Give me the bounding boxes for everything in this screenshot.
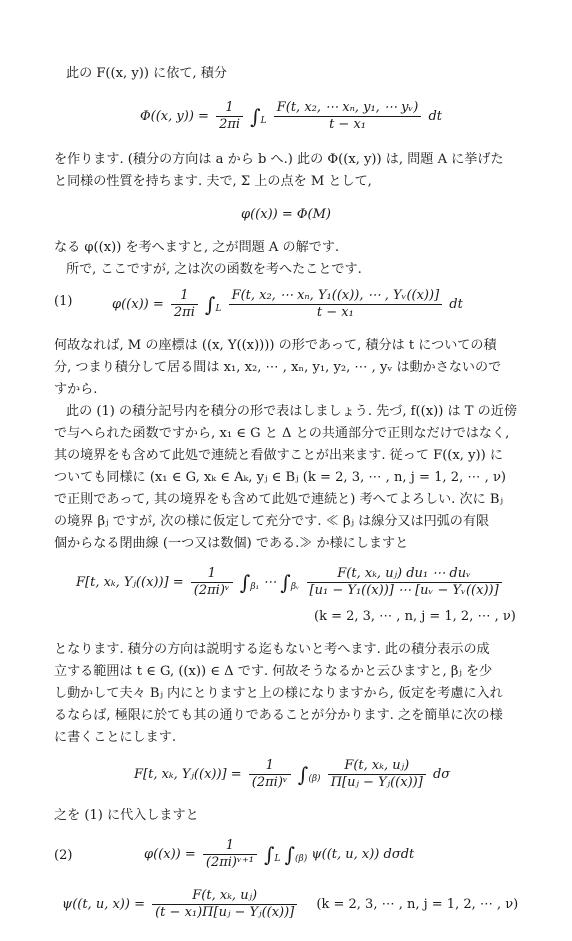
text-line: と同様の性質を持ちます. 夫で, Σ 上の点を M として,: [54, 174, 372, 189]
frac-num: 1: [249, 758, 291, 775]
text-line: 何故なれば, M の座標は ((x, Y((x)))) の形であって, 積分は t についての積: [54, 338, 497, 353]
integral-sign: ∫: [264, 842, 275, 867]
integral-sign: ∫: [297, 762, 309, 787]
fraction: [203, 838, 257, 871]
equation-condition: (k = 2, 3, ⋯ , n, j = 1, 2, ⋯ , ν): [314, 609, 516, 624]
fraction: [274, 100, 422, 133]
frac-den: 2πi: [173, 305, 195, 320]
eq-lhs: φ((x)) =: [144, 847, 196, 862]
text-line: で与へられた函数ですから, x₁ ∈ G と Δ との共通部分で正則なだけではなく,: [54, 426, 510, 441]
text-line: 個からなる閉曲線 (一つ又は数個) である.≫ か様にしますと: [54, 536, 409, 551]
text-line: の境界 βⱼ ですが, 次の様に仮定して充分です. ≪ βⱼ は線分又は円弧の有限: [54, 514, 490, 529]
frac-num: F(t, xₖ, uⱼ) du₁ ⋯ duᵥ: [307, 566, 502, 583]
frac-den: [u₁ − Y₁((x))] ⋯ [uᵥ − Yᵥ((x))]: [309, 583, 499, 598]
text-line: ついても同様に (x₁ ∈ G, xₖ ∈ Aₖ, yⱼ ∈ Bⱼ (k = 2, 3, ⋯ , n, j = 1, 2, ⋯ , ν): [54, 470, 507, 485]
text-line: 之を (1) に代入しますと: [54, 808, 199, 823]
equation-number: (1): [54, 294, 73, 309]
frac-den: 2πi: [219, 117, 241, 132]
text-line: 所で, ここですが, 之は次の函数を考へたことです.: [66, 262, 362, 277]
frac-den: Π[uⱼ − Yⱼ((x))]: [330, 775, 423, 790]
equation-phi-M: φ((x)) = Φ(M): [241, 207, 331, 222]
integral-sign: ∫: [284, 842, 296, 867]
eq-tail: dt: [449, 297, 463, 312]
dots: ⋯: [263, 575, 277, 590]
frac-den: (2πi)ᵛ⁺¹: [205, 855, 254, 870]
fraction: [216, 100, 243, 133]
integral-subscript: (β): [308, 774, 321, 784]
frac-num: 1: [191, 566, 233, 583]
text-line: 其の境界をも含めて此処で連続と看做すことが出来ます. 従って F((x, y)) に: [54, 448, 503, 463]
integral-sign: ∫: [205, 292, 216, 317]
integral-subscript: β₁: [250, 582, 260, 592]
fraction: [191, 566, 233, 599]
eq-lhs: Φ((x, y)) =: [140, 109, 209, 124]
eq-body: ψ((t, u, x)) dσdt: [311, 847, 415, 862]
text-line: 此の (1) の積分記号内を積分の形で表はしましょう. 先づ, f((x)) は T の近傍: [66, 404, 517, 419]
eq-lhs: F[t, xₖ, Yⱼ((x))] =: [76, 575, 184, 590]
text-line: るならば, 極限に於ても其の通りであることが分かります. 之を簡単に次の様: [54, 708, 503, 723]
text-line: となります. 積分の方向は説明する迄もないと考へます. 此の積分表示の成: [54, 642, 490, 657]
integral-subscript: L: [260, 116, 267, 126]
frac-den: (2πi)ᵛ: [251, 775, 288, 790]
text-line: で正則であって, 其の境界をも含めて此処で連続と) 考へてよろしい. 次に Bⱼ: [54, 492, 503, 507]
text-line: を作ります. (積分の方向は a から b へ.) 此の Φ((x, y)) は, 問題 A に挙げた: [54, 152, 504, 167]
equation-1: [112, 288, 463, 321]
equation-2: [144, 838, 414, 871]
eq-lhs: F[t, xₖ, Yⱼ((x))] =: [134, 767, 242, 782]
fraction: [328, 758, 426, 791]
frac-den: (2πi)ᵛ: [193, 583, 230, 598]
integral-sign: ∫: [239, 570, 251, 595]
frac-num: F(t, xₖ, uⱼ): [328, 758, 426, 775]
frac-num: 1: [216, 100, 243, 117]
text-line: なる φ((x)) を考へますと, 之が問題 A の解です.: [54, 240, 340, 255]
text-line: 立する範囲は t ∈ G, ((x)) ∈ Δ です. 何故そうなるかと云ひますと, βⱼ を少: [54, 664, 493, 679]
equation-phi-integral: [140, 100, 442, 133]
eq-tail: dσ: [432, 767, 451, 782]
text-line: 分, つまり積分して居る間は x₁, x₂, ⋯ , xₙ, y₁, y₂, ⋯ , yᵥ は動かさないので: [54, 360, 502, 375]
frac-den: t − x₁: [316, 305, 354, 320]
fraction: [307, 566, 502, 599]
integral-subscript: L: [215, 304, 222, 314]
frac-num: 1: [203, 838, 257, 855]
text-line: 此の F((x, y)) に依て, 積分: [66, 66, 227, 81]
eq-lhs: ψ((t, u, x)) =: [62, 897, 145, 912]
eq-tail: dt: [428, 109, 443, 124]
text-line: し動かして夫々 Bⱼ 内にとりますと上の様になりますから, 仮定を考慮に入れ: [54, 686, 503, 701]
frac-num: F(t, x₂, ⋯ xₙ, Y₁((x)), ⋯ , Yᵥ((x))]: [229, 288, 443, 305]
eq-lhs: φ((x)) =: [112, 297, 164, 312]
frac-den: (t − x₁)Π[uⱼ − Yⱼ((x))]: [155, 905, 295, 920]
frac-num: 1: [171, 288, 198, 305]
text-line: すから.: [54, 382, 98, 397]
text-line: に書くことにします.: [54, 730, 177, 745]
integral-sign: ∫: [280, 570, 291, 595]
integral-subscript: βᵥ: [290, 582, 300, 592]
equation-number: (2): [54, 848, 73, 863]
frac-num: F(t, x₂, ⋯ xₙ, y₁, ⋯ yᵥ): [274, 100, 422, 117]
equation-psi: [62, 888, 518, 921]
equation-F-short: [134, 758, 450, 791]
fraction: [152, 888, 297, 921]
fraction: [171, 288, 198, 321]
integral-subscript: L: [274, 854, 281, 864]
fraction: [249, 758, 291, 791]
integral-sign: ∫: [250, 104, 261, 129]
integral-subscript: (β): [295, 854, 308, 864]
frac-num: F(t, xₖ, uⱼ): [152, 888, 297, 905]
equation-condition: (k = 2, 3, ⋯ , n, j = 1, 2, ⋯ , ν): [316, 897, 519, 912]
fraction: [229, 288, 443, 321]
frac-den: t − x₁: [329, 117, 366, 132]
equation-F-multiple-integral: [76, 566, 505, 599]
